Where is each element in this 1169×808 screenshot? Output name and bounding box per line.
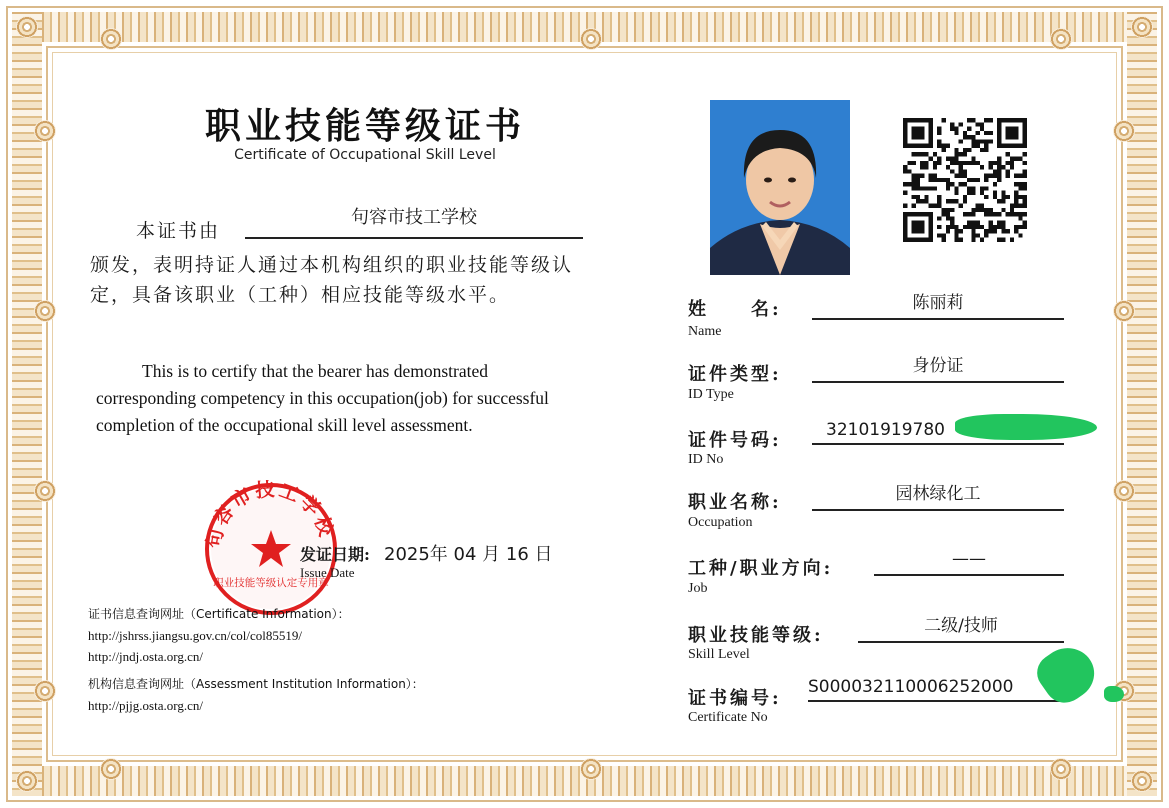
job-label-en: Job	[688, 581, 708, 596]
side-rosette-icon	[1113, 120, 1135, 142]
occupation-label: 职业名称:	[688, 492, 782, 513]
issuer-lead-text: 本证书由	[136, 220, 221, 242]
corner-rosette-icon	[1131, 16, 1153, 38]
cert-url-2[interactable]: http://jndj.osta.org.cn/	[88, 649, 203, 664]
side-rosette-icon	[34, 120, 56, 142]
issue-date-value: 2025年 04 月 16 日	[384, 544, 553, 565]
top-rosette-icon	[580, 28, 602, 50]
id-type-label-en: ID Type	[688, 387, 734, 402]
cert-no-label-en: Certificate No	[688, 710, 768, 725]
issue-date-label-en: Issue Date	[300, 565, 355, 580]
top-rosette-icon	[100, 28, 122, 50]
top-rosette-icon	[1050, 28, 1072, 50]
cert-no-value: S000032110006252000	[808, 674, 1064, 702]
occupation-label-en: Occupation	[688, 515, 753, 530]
issue-date-label: 发证日期:	[300, 545, 370, 564]
side-rosette-icon	[1113, 480, 1135, 502]
corner-rosette-icon	[16, 16, 38, 38]
cert-no-label: 证书编号:	[688, 688, 782, 709]
bottom-rosette-icon	[1050, 758, 1072, 780]
institution-url-1[interactable]: http://pjjg.osta.org.cn/	[88, 698, 203, 713]
id-no-label: 证件号码:	[688, 430, 782, 451]
skill-level-label: 职业技能等级:	[688, 625, 824, 646]
name-label: 姓 名:	[688, 299, 782, 320]
chinese-statement: 颁发，表明持证人通过本机构组织的职业技能等级认定，具备该职业（工种）相应技能等级水平。	[90, 254, 574, 306]
id-type-value: 身份证	[812, 353, 1064, 383]
job-label: 工种/职业方向:	[688, 558, 834, 579]
id-no-value: 32101919780	[812, 417, 1064, 445]
id-type-label: 证件类型:	[688, 364, 782, 385]
occupation-value: 园林绿化工	[812, 481, 1064, 511]
job-value: ——	[874, 546, 1064, 576]
issuer-name: 句容市技工学校	[245, 203, 583, 239]
cert-no-redaction-dot	[1104, 686, 1124, 702]
corner-rosette-icon	[1131, 770, 1153, 792]
side-rosette-icon	[34, 680, 56, 702]
bottom-rosette-icon	[100, 758, 122, 780]
seal-bottom-text: 职业技能等级认定专用章	[213, 577, 329, 589]
skill-level-label-en: Skill Level	[688, 647, 750, 662]
seal-text: 句容市技工学校	[203, 478, 338, 550]
bottom-rosette-icon	[580, 758, 602, 780]
holder-photo	[710, 100, 850, 275]
query-urls	[88, 604, 424, 716]
certificate-subtitle: Certificate of Occupational Skill Level	[234, 147, 496, 163]
side-rosette-icon	[34, 300, 56, 322]
side-rosette-icon	[34, 480, 56, 502]
institution-url-label: 机构信息查询网址（Assessment Institution Information）：	[88, 677, 424, 691]
id-no-redaction	[955, 414, 1097, 440]
english-statement: This is to certify that the bearer has demonstrated corresponding competency in this occupation(job) for successful completion of the occupational skill level assessment.	[96, 361, 549, 435]
corner-rosette-icon	[16, 770, 38, 792]
side-rosette-icon	[1113, 300, 1135, 322]
qr-code	[896, 118, 1034, 242]
name-label-en: Name	[688, 324, 722, 339]
cert-url-label: 证书信息查询网址（Certificate Information）：	[88, 607, 350, 621]
skill-level-value: 二级/技师	[858, 613, 1064, 643]
certificate-title: 职业技能等级证书	[204, 105, 525, 147]
cert-url-1[interactable]: http://jshrss.jiangsu.gov.cn/col/col85519/	[88, 628, 303, 643]
id-no-label-en: ID No	[688, 452, 724, 467]
name-value: 陈丽莉	[812, 290, 1064, 320]
